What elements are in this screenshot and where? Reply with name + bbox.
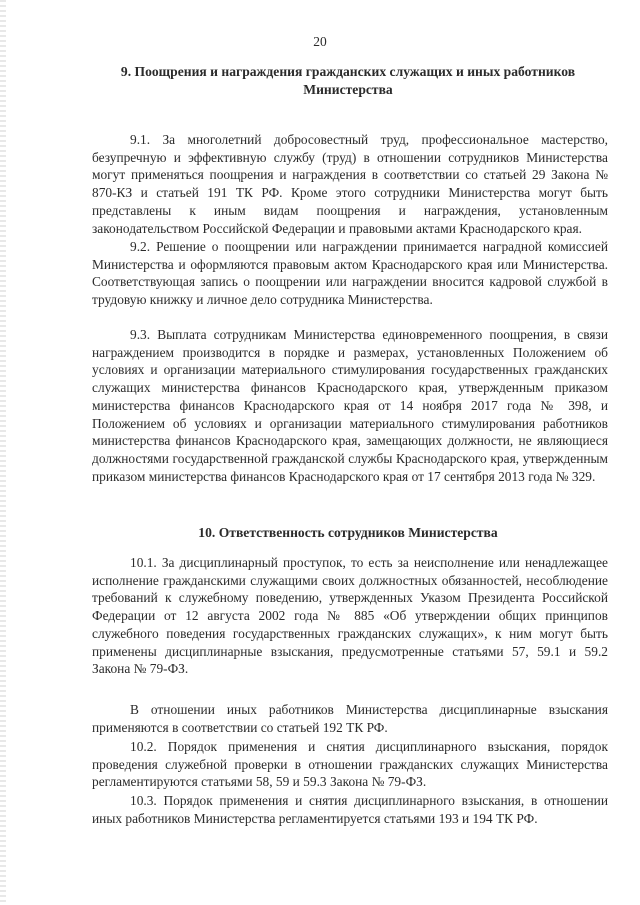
page-number: 20 [313,34,327,49]
section-9-heading: 9. Поощрения и награждения гражданских служащих и иных работников Министерства [120,64,576,97]
section-10-heading: 10. Ответственность сотрудников Министерства [198,525,498,540]
scan-edge [0,0,6,905]
paragraph-10-2: 10.2. Порядок применения и снятия дисциплинарного взыскания, порядок проведения служебной проверки в отношении гражданских служащих Министерства регламентируются статьями 58, 59 и 59.3 Закона № 79-ФЗ. [92,739,608,790]
paragraph-9-1: 9.1. За многолетний добросовестный труд, профессиональное мастерство, безупречную и эффективную службу (труд) в отношении сотрудников Министерства могут применяться поощрения и награждения в соответствии со статьей 29 Закона № 870-КЗ и статьей 191 ТК РФ. Кроме этого сотрудники Министерства могут быть представлены к иным видам поощрения и награждения, установленным законодательством Российской Федерации и правовыми актами Краснодарского края. [92,132,608,236]
paragraph-9-2: 9.2. Решение о поощрении или награждении принимается наградной комиссией Министерства и оформляются правовым актом Краснодарского края или Министерства. Соответствующая запись о поощрении или награждении вносится кадровой службой в трудовую книжку и личное дело сотрудника Министерства. [92,239,608,308]
paragraph-10-1: 10.1. За дисциплинарный проступок, то есть за неисполнение или ненадлежащее исполнение гражданскими служащими своих должностных обязанностей, несоблюдение требований к служебному поведению, утвержденных Указом Президента Российской Федерации от 12 августа 2002 года № 885 «Об утверждении общих принципов служебного поведения государственных гражданских служащих», к ним могут быть применены дисциплинарные взыскания, предусмотренные статьями 57, 59.1 и 59.2 Закона № 79-ФЗ. [92,555,608,677]
paragraph-9-3: 9.3. Выплата сотрудникам Министерства единовременного поощрения, в связи награждением производится в порядке и размерах, установленных Положением об условиях и организации материального стимулирования государственных гражданских служащих министерства финансов Краснодарского края, утвержденным приказом министерства финансов Краснодарского края от 14 ноября 2017 года № 398, и Положением об условиях и организации материального стимулирования работников министерства финансов Краснодарского края, замещающих должности, не являющиеся должностями государственной гражданской службы Краснодарского края, утвержденным приказом министерства финансов Краснодарского края от 17 сентября 2013 года № 329. [92,327,608,484]
paragraph-10-3: 10.3. Порядок применения и снятия дисциплинарного взыскания, в отношении иных работников Министерства регламентируется статьями 193 и 194 ТК РФ. [92,793,608,826]
paragraph-10-1-other-employees: В отношении иных работников Министерства дисциплинарные взыскания применяются в соответствии со статьей 192 ТК РФ. [92,702,608,735]
